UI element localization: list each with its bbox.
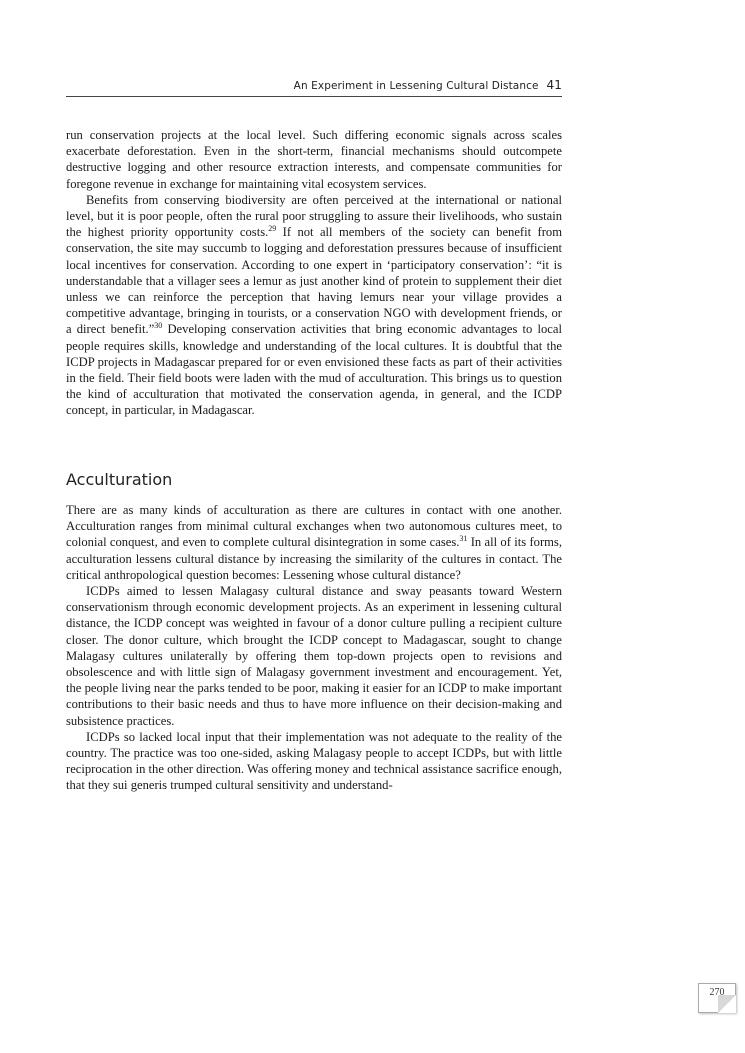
body-text-block-2 [66, 502, 562, 794]
section-heading: Acculturation [66, 470, 173, 489]
page-number: 41 [546, 78, 562, 92]
header-rule [66, 96, 562, 97]
paragraph-3-part-2: In all of its forms, acculturation lessens cultural distance by increasing the similarity of the cultures in contact. The critical anthropological question becomes: Lessening whose cultural distance? [66, 535, 562, 582]
body-text-block-1 [66, 127, 562, 419]
paragraph-5: ICDPs so lacked local input that their implementation was not adequate to the reality of the country. The practice was too one-sided, asking Malagasy people to accept ICDPs, but with little reciprocation in the other direction. Was offering money and technical assistance sacrifice enough, that they sui generis trumped cultural sensitivity and understand- [66, 729, 562, 793]
footnote-ref-30[interactable]: 30 [154, 321, 163, 331]
paragraph-2 [66, 192, 562, 419]
paragraph-3-part-1: There are as many kinds of acculturation as there are cultures in contact with one another. Acculturation ranges from minimal cultural exchanges when two autonomous cultures meet, to colonial conquest, and even to complete cultural disintegration in some cases. [66, 503, 562, 550]
paragraph-2-part-3: Developing conservation activities that bring economic advantages to local people requires skills, knowledge and understanding of the local cultures. It is doubtful that the ICDP projects in Madagascar prepared for or even envisioned these facts as part of their activities in the field. Their field boots were laden with the mud of acculturation. This brings us to question the kind of acculturation that motivated the conservation agenda, in general, and the ICDP concept, in particular, in Madagascar. [66, 322, 562, 418]
paragraph-2-part-2: If not all members of the society can benefit from conservation, the site may succumb to logging and deforestation pressures because of insufficient local incentives for conservation. According to one expert in ‘participatory conservation’: “it is understandable that a villager sees a lemur as just another kind of protein to supplement their diet unless we can reinforce the perception that having lemurs near your village provides a competitive advantage, bringing in tourists, or a conservation NGO with development friends, or a direct benefit.” [66, 225, 562, 337]
paragraph-4: ICDPs aimed to lessen Malagasy cultural distance and sway peasants toward Western conservationism through economic development projects. As an experiment in lessening cultural distance, the ICDP concept was weighted in favour of a donor culture pulling a recipient culture closer. The donor culture, which brought the ICDP concept to Madagascar, sought to change Malagasy cultures unilaterally by offering them top-down projects open to revisions and obsolescence and with little sign of Malagasy government investment and encouragement. Yet, the people living near the parks tended to be poor, making it easier for an ICDP to make important contributions to their basic needs and thus to have more influence on their decision-making and subsistence practices. [66, 584, 562, 728]
running-title: An Experiment in Lessening Cultural Distance [293, 80, 539, 92]
page-tab-number: 270 [709, 987, 725, 998]
footnote-ref-29[interactable]: 29 [268, 224, 277, 234]
paragraph-1: run conservation projects at the local level. Such differing economic signals across scales exacerbate deforestation. Even in the short-term, financial mechanisms should outcompete destructive logging and other resource extraction interests, and compensate communities for foregone revenue in exchange for maintaining vital ecosystem services. [66, 128, 562, 191]
footnote-ref-31[interactable]: 31 [459, 534, 468, 544]
paragraph-3 [66, 502, 562, 583]
page-curl-icon [718, 995, 736, 1013]
running-header [66, 78, 562, 92]
page-number-tab[interactable] [698, 983, 736, 1013]
paragraph-2-part-1: Benefits from conserving biodiversity are often perceived at the international or national level, but it is poor people, often the rural poor struggling to assure their livelihoods, who sustain the highest priority opportunity costs. [66, 192, 562, 240]
